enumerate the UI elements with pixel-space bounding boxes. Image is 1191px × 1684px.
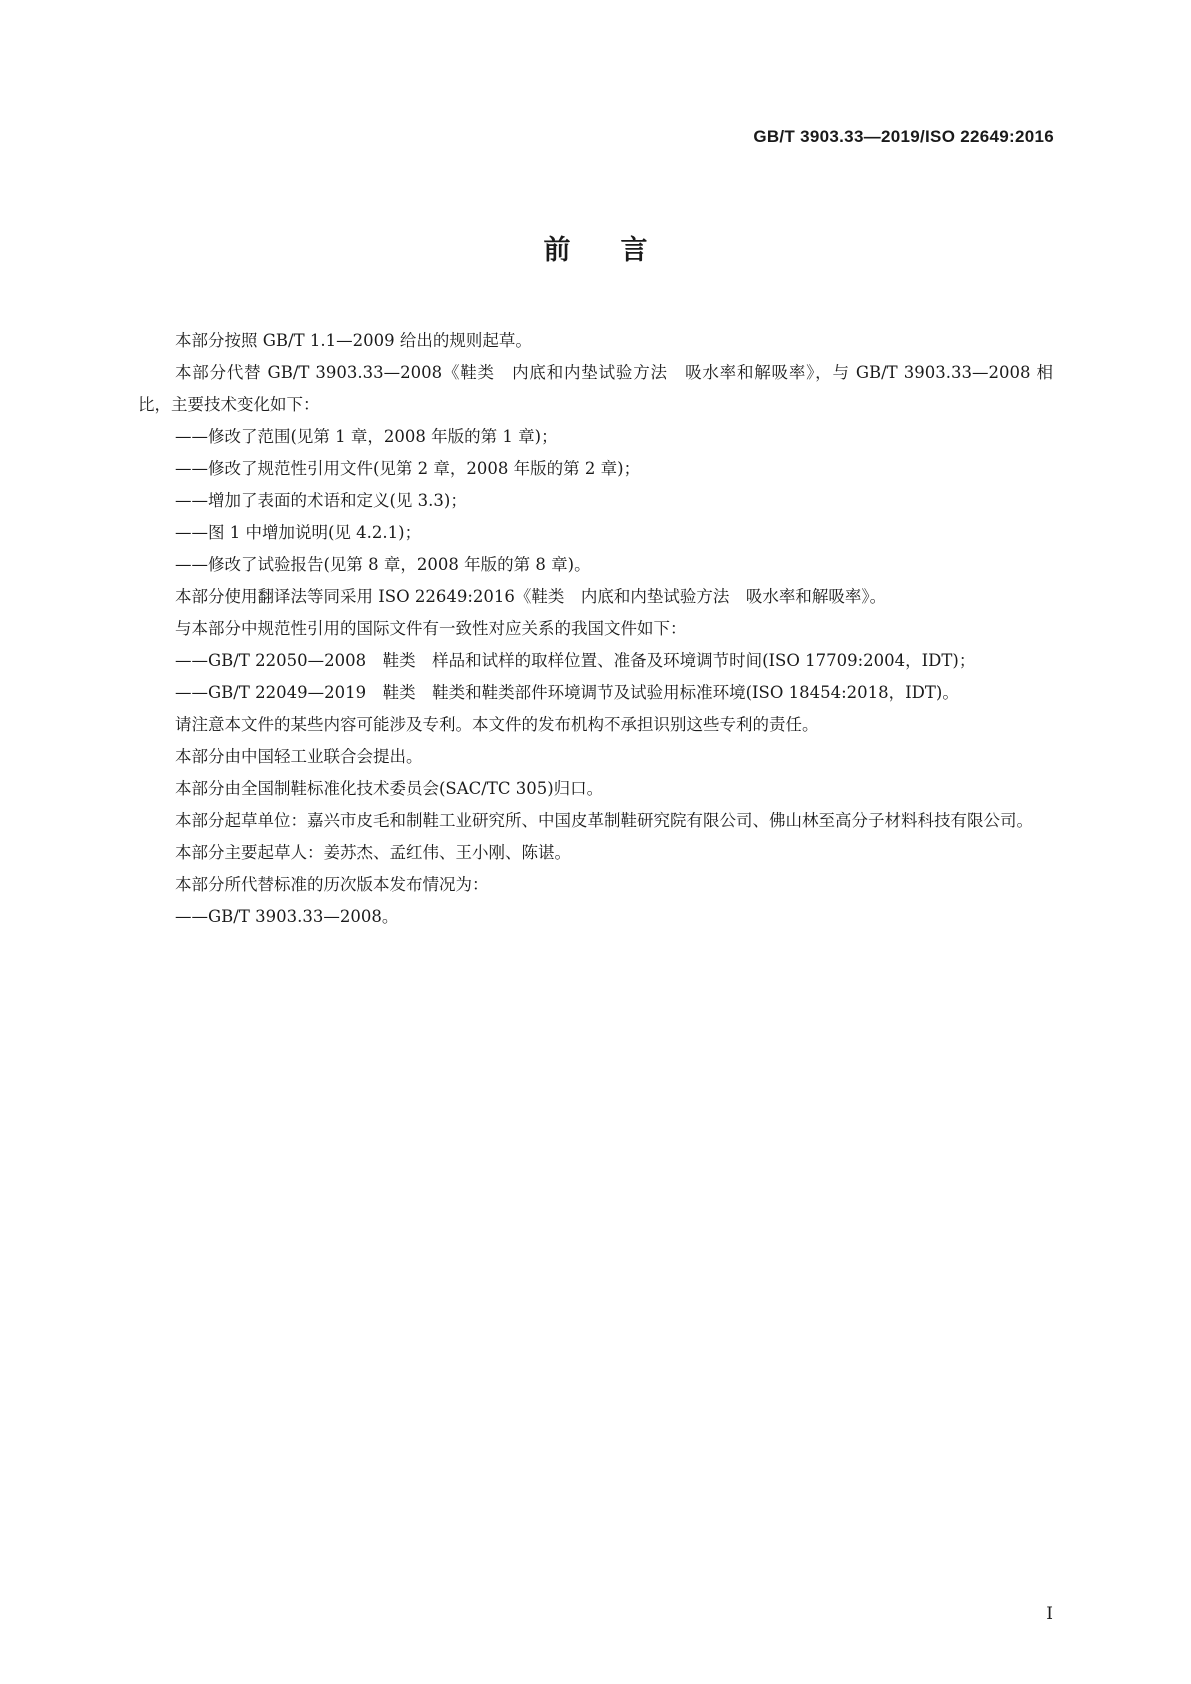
page-number: I <box>1046 1604 1053 1624</box>
list-item-change: ——修改了范围(见第 1 章，2008 年版的第 1 章)； <box>175 427 558 446</box>
page-title: 前言 <box>543 235 698 266</box>
paragraph-proposed-by: 本部分由中国轻工业联合会提出。 <box>175 747 423 766</box>
list-item-change: ——修改了规范性引用文件(见第 2 章，2008 年版的第 2 章)； <box>175 459 641 478</box>
list-item-reference: ——GB/T 22050—2008 鞋类 样品和试样的取样位置、准备及环境调节时间(ISO 17709:2004，IDT)； <box>175 651 976 670</box>
foreword-body <box>138 325 1053 933</box>
list-item-change: ——图 1 中增加说明(见 4.2.1)； <box>175 523 422 542</box>
document-id-header: GB/T 3903.33—2019/ISO 22649:2016 <box>753 127 1054 146</box>
paragraph-administered-by: 本部分由全国制鞋标准化技术委员会(SAC/TC 305)归口。 <box>175 779 604 798</box>
paragraph-patent-notice: 请注意本文件的某些内容可能涉及专利。本文件的发布机构不承担识别这些专利的责任。 <box>175 715 819 734</box>
list-item-reference: ——GB/T 22049—2019 鞋类 鞋类和鞋类部件环境调节及试验用标准环境(ISO 18454:2018，IDT)。 <box>175 683 959 702</box>
paragraph-replaces: 本部分代替 GB/T 3903.33—2008《鞋类 内底和内垫试验方法 吸水率和解吸率》，与 GB/T 3903.33—2008 相比，主要技术变化如下： <box>138 363 1053 414</box>
paragraph-adoption: 本部分使用翻译法等同采用 ISO 22649:2016《鞋类 内底和内垫试验方法 吸水率和解吸率》。 <box>175 587 887 606</box>
list-item-change: ——修改了试验报告(见第 8 章，2008 年版的第 8 章)。 <box>175 555 591 574</box>
paragraph-correspondence: 与本部分中规范性引用的国际文件有一致性对应关系的我国文件如下： <box>175 619 687 638</box>
list-item-change: ——增加了表面的术语和定义(见 3.3)； <box>175 491 467 510</box>
paragraph-drafting-units: 本部分起草单位：嘉兴市皮毛和制鞋工业研究所、中国皮革制鞋研究院有限公司、佛山林至高分子材料科技有限公司。 <box>175 811 1033 830</box>
paragraph-drafting-rules: 本部分按照 GB/T 1.1—2009 给出的规则起草。 <box>175 331 532 350</box>
list-item-history: ——GB/T 3903.33—2008。 <box>175 907 399 926</box>
paragraph-history-intro: 本部分所代替标准的历次版本发布情况为： <box>175 875 489 894</box>
paragraph-drafters: 本部分主要起草人：姜苏杰、孟红伟、王小刚、陈谌。 <box>175 843 571 862</box>
